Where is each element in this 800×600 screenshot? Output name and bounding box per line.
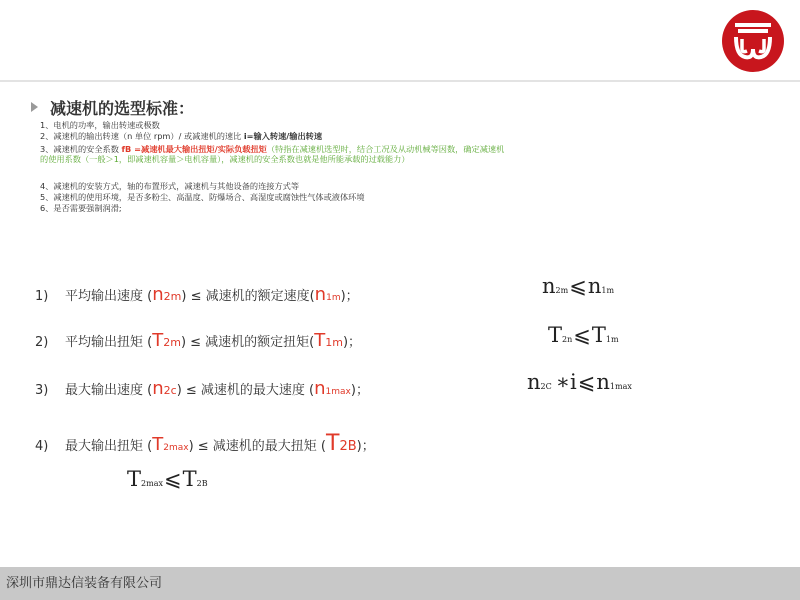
condition-4: 4) 最大输出扭矩 ( T 2max ) ≤ 减速机的最大扭矩 ( T 2B )； [35,431,375,456]
criterion-3 [40,144,510,164]
condition-2: 2) 平均输出扭矩 ( T 2m ) ≤ 减速机的额定扭矩( T 1m )； [35,330,362,351]
formula-4: T 2max ⩽ T 2B [127,467,208,491]
criterion-3-note: （特指在减速机选型时，结合工况及从动机械等因数，确定减速机的使用系数（一般＞1，即减速机容量＞电机容量），减速机的安全系数也就是他所能承载的过载能力） [40,144,505,164]
criterion-3-formula: fB =减速机最大输出扭矩/实际负载扭矩 [121,144,267,154]
criterion-1: 1、电机的功率，输出转速或极数 [40,120,160,130]
footer-company-name: 深圳市鼎达信装备有限公司 [0,567,800,600]
company-logo [721,9,785,73]
criterion-6: 6、是否需要强制润滑; [40,203,122,213]
criterion-5: 5、减速机的使用环境，是否多粉尘、高温度、防爆场合、高湿度或腐蚀性气体或液体环境 [40,192,365,202]
criterion-3-text: 3、减速机的安全系数 [40,144,122,154]
page-title: 减速机的选型标准： [50,98,195,118]
condition-1: 1) 平均输出速度 ( n 2m ) ≤ 减速机的额定速度( n 1m )； [35,284,359,305]
title-row [30,97,194,117]
criterion-2-text: 2、减速机的输出转速（n 单位 rpm）/ 或减速机的速比 [40,131,244,141]
formula-1: n 2m ⩽ n 1m [542,274,615,298]
formula-3: n 2C ∗i ⩽ n 1max [527,370,632,394]
criterion-4: 4、减速机的安装方式，轴的布置形式，减速机与其他设备的连接方式等 [40,181,300,191]
formula-2: T 2n ⩽ T 1m [548,323,619,347]
criterion-2 [40,131,510,141]
criterion-2-formula: i=输入转速/输出转速 [243,131,323,141]
chevron-right-icon [30,101,40,113]
condition-3: 3) 最大输出速度 ( n 2c ) ≤ 减速机的最大速度 ( n 1max )； [35,378,369,399]
header-divider [0,80,800,82]
